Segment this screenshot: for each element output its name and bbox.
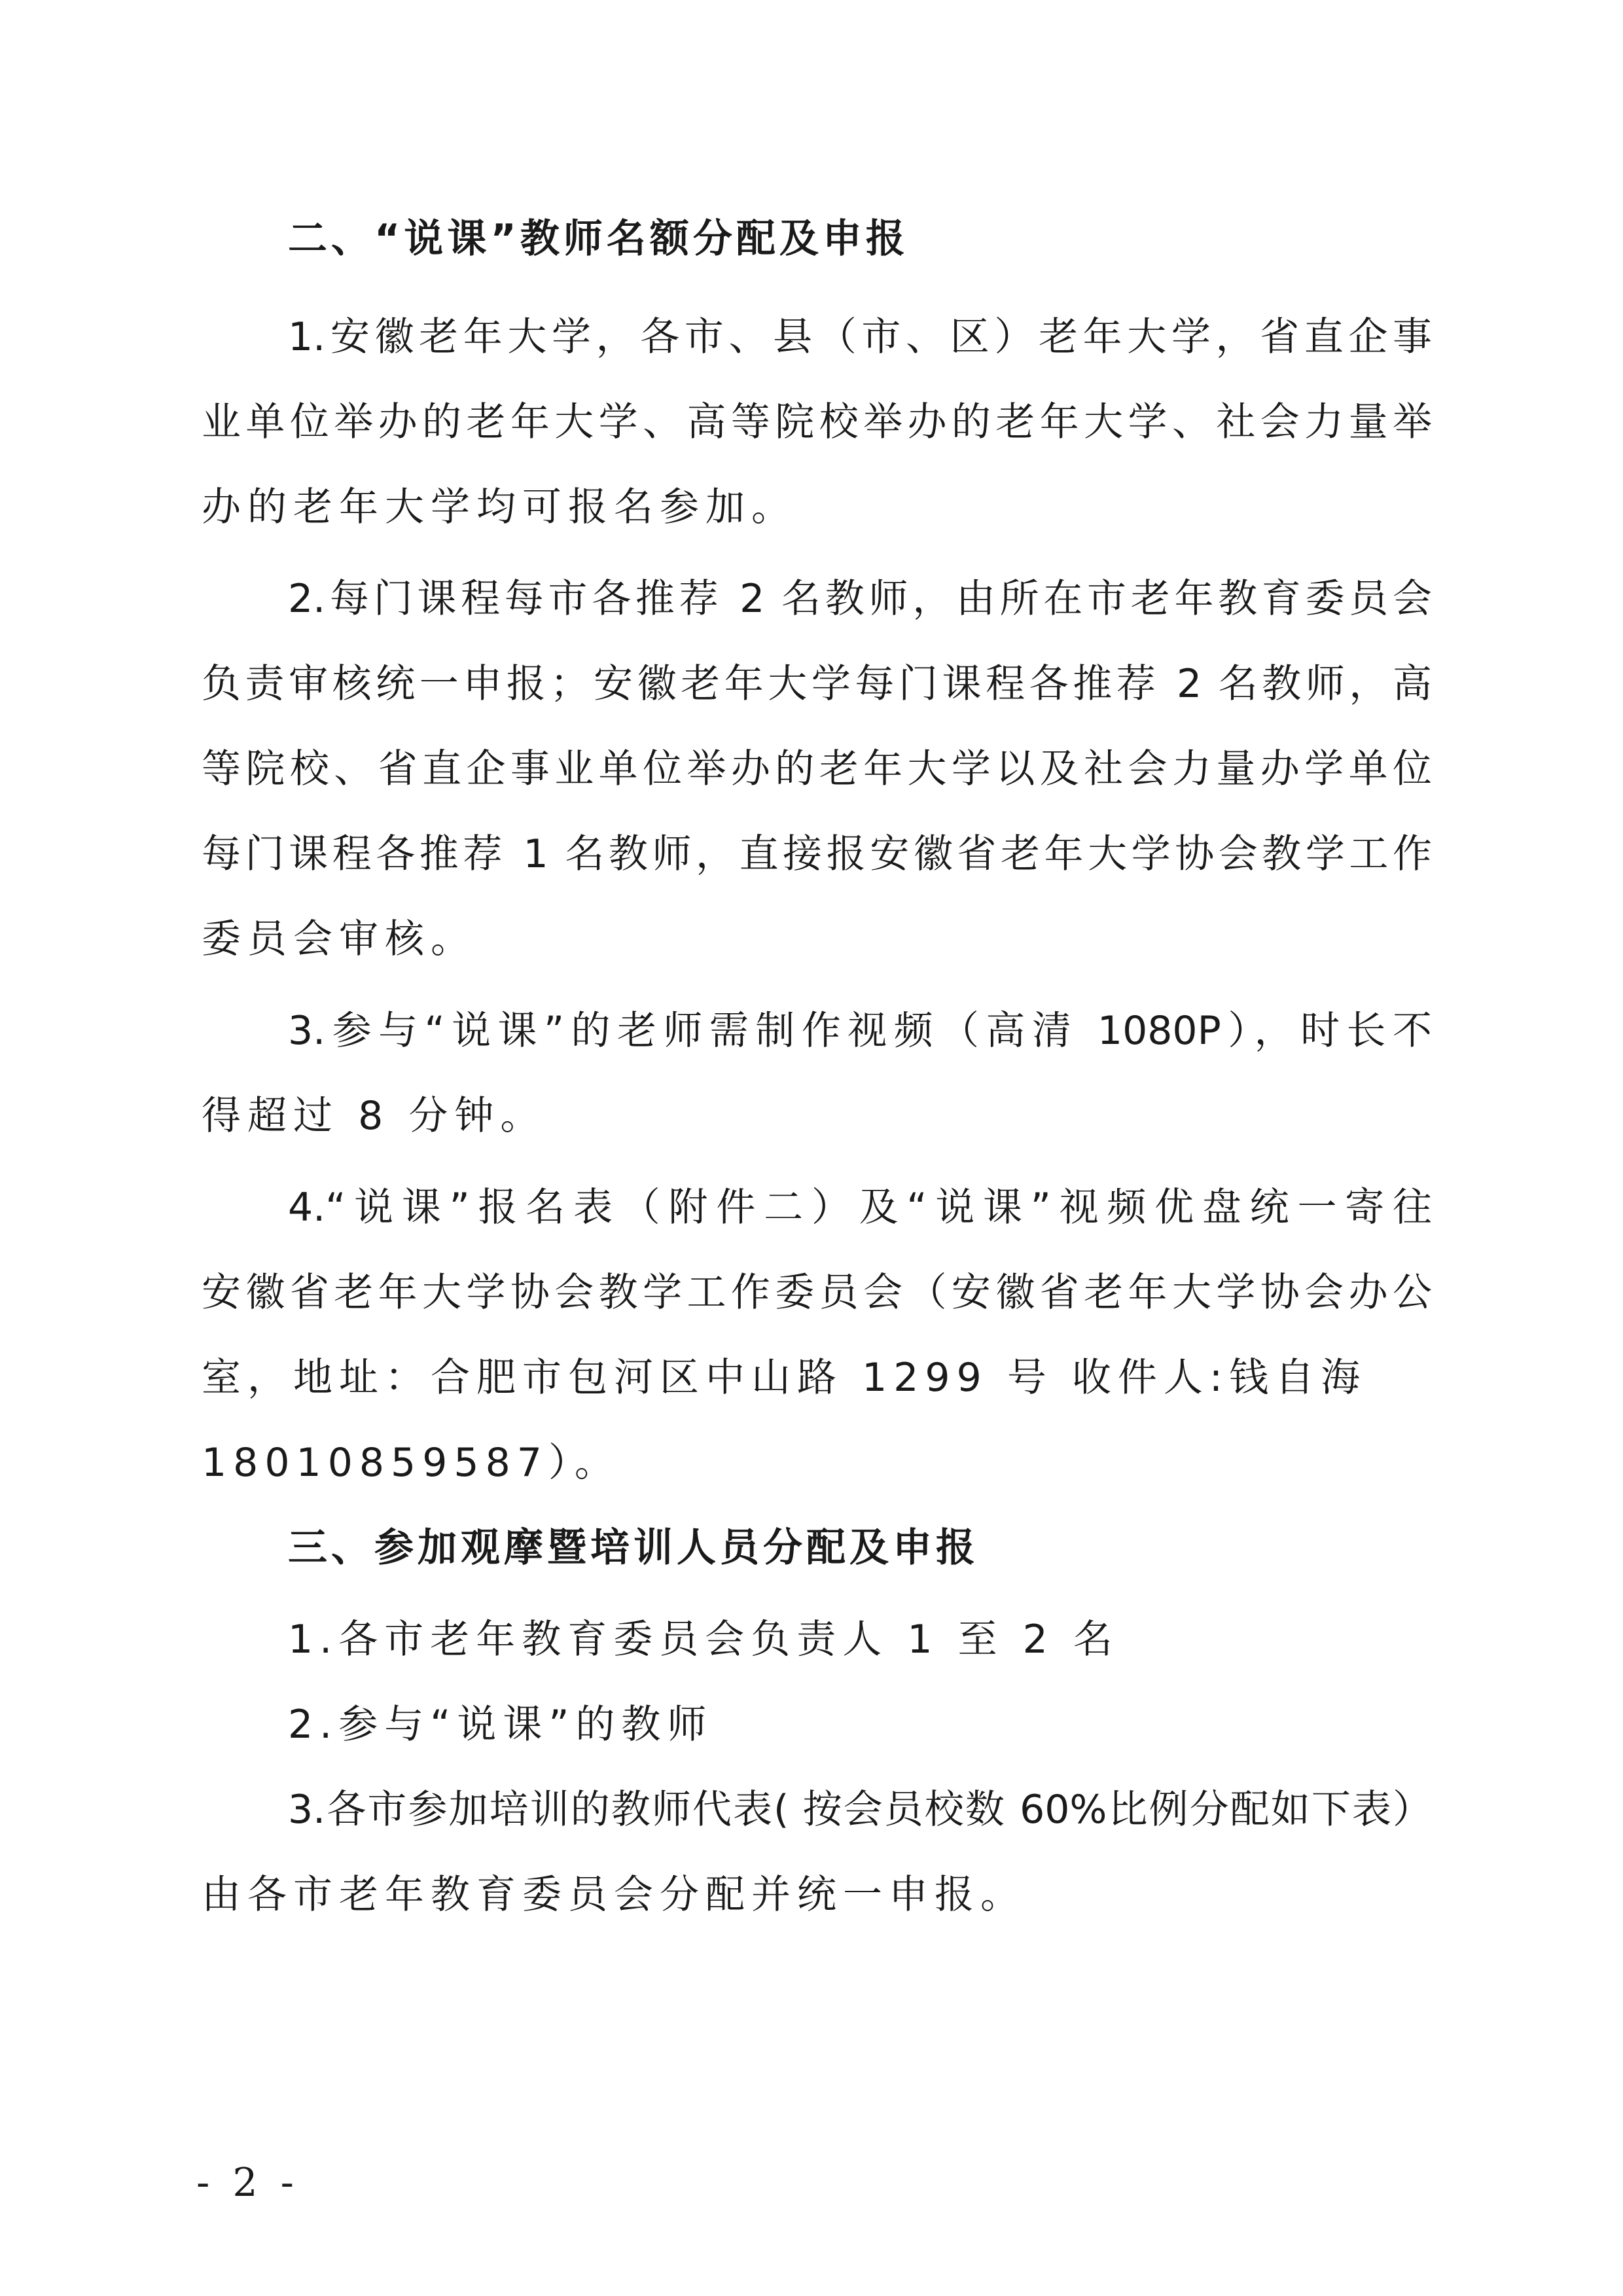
paragraph-line: 4.“说课”报名表（附件二）及“说课”视频优盘统一寄往: [288, 1185, 1432, 1230]
page-number: - 2 -: [196, 2160, 299, 2206]
paragraph-line: 1.安徽老年大学，各市、县（市、区）老年大学，省直企事: [288, 314, 1432, 360]
paragraph-line: 2.每门课程每市各推荐 2 名教师，由所在市老年教育委员会: [288, 576, 1432, 622]
paragraph-line: 室，地址：合肥市包河区中山路 1299 号 收件人:钱自海: [202, 1355, 1367, 1401]
section-heading: 三、参加观摩暨培训人员分配及申报: [288, 1525, 979, 1571]
paragraph-line: 3.各市参加培训的教师代表( 按会员校数 60%比例分配如下表）: [288, 1787, 1432, 1833]
paragraph-line: 等院校、省直企事业单位举办的老年大学以及社会力量办学单位: [202, 746, 1432, 792]
section-heading: 二、“说课”教师名额分配及申报: [288, 216, 909, 262]
paragraph-line: 1.各市老年教育委员会负责人 1 至 2 名: [288, 1617, 1119, 1662]
paragraph-line: 业单位举办的老年大学、高等院校举办的老年大学、社会力量举: [202, 399, 1432, 445]
paragraph-line: 3.参与“说课”的老师需制作视频（高清 1080P），时长不: [288, 1008, 1432, 1054]
paragraph-line: 办的老年大学均可报名参加。: [202, 484, 797, 530]
paragraph-line: 负责审核统一申报；安徽老年大学每门课程各推荐 2 名教师，高: [202, 661, 1432, 707]
paragraph-line: 18010859587）。: [202, 1440, 620, 1486]
paragraph-line: 得超过 8 分钟。: [202, 1093, 546, 1139]
paragraph-line: 安徽省老年大学协会教学工作委员会（安徽省老年大学协会办公: [202, 1270, 1432, 1316]
paragraph-line: 每门课程各推荐 1 名教师，直接报安徽省老年大学协会教学工作: [202, 831, 1432, 877]
paragraph-line: 由各市老年教育委员会分配并统一申报。: [202, 1872, 1026, 1918]
paragraph-line: 委员会审核。: [202, 916, 476, 962]
paragraph-line: 2.参与“说课”的教师: [288, 1702, 713, 1748]
